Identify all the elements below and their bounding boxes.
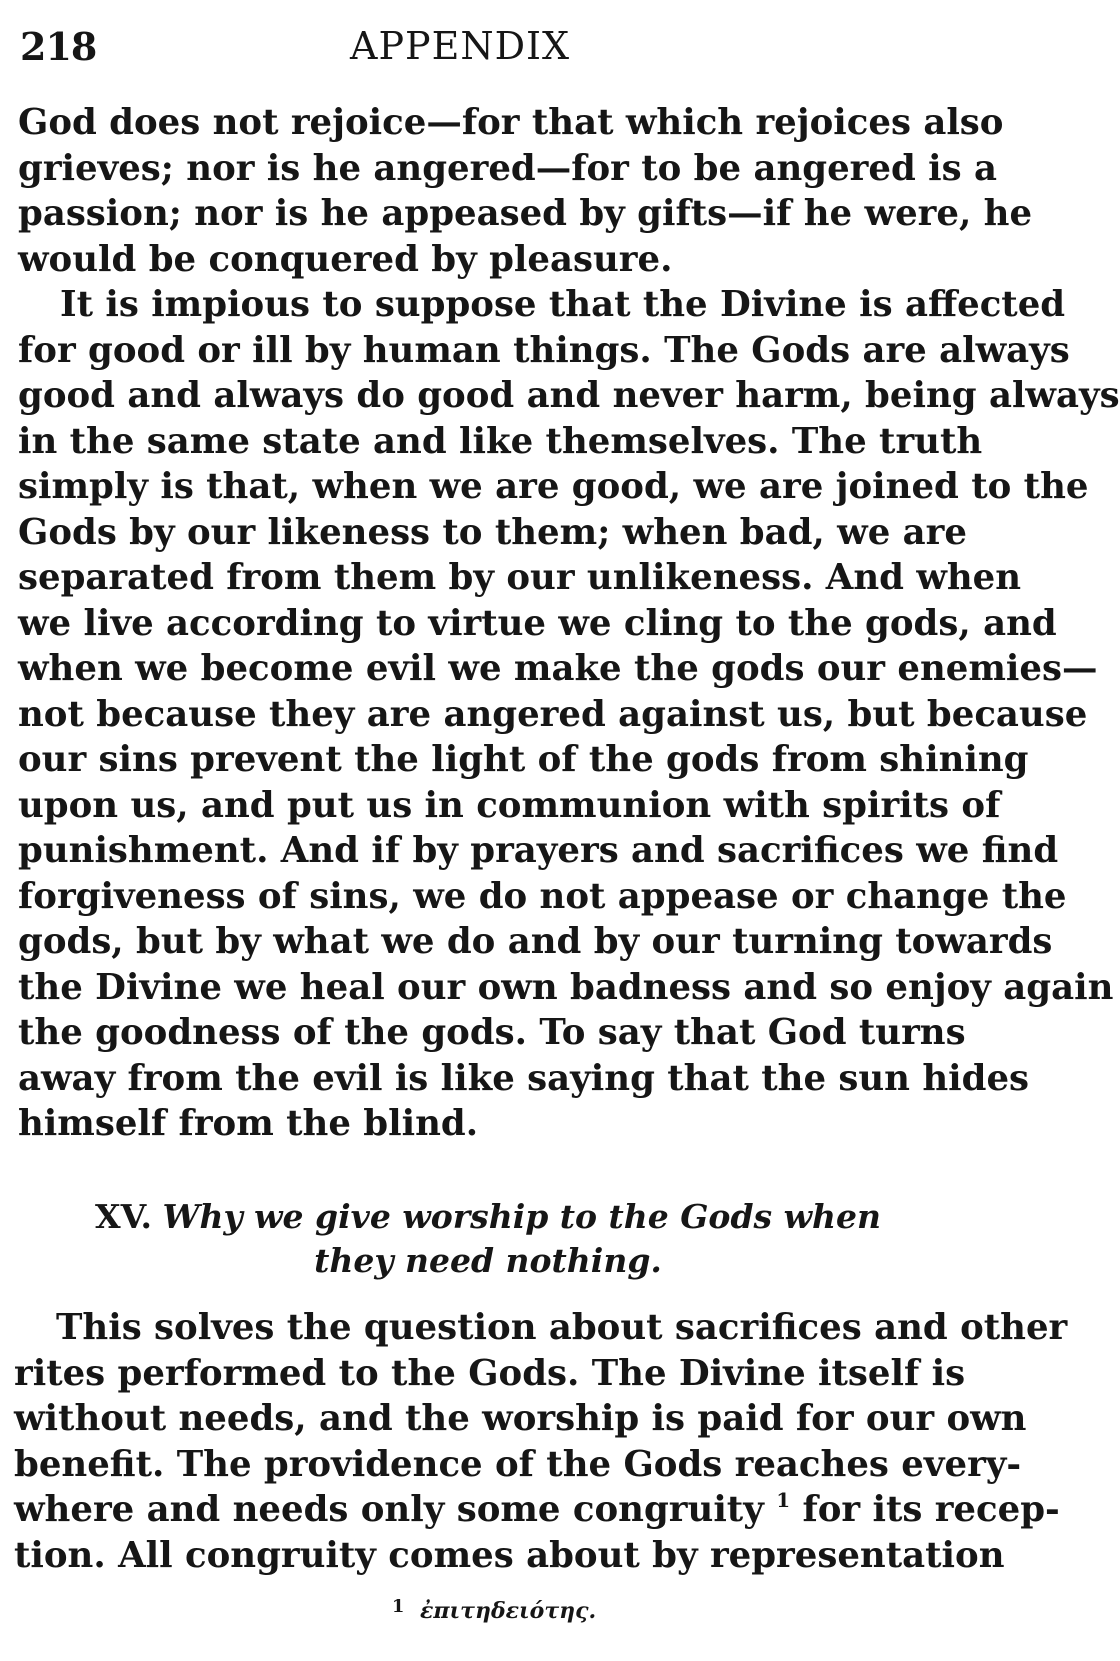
text-line: benefit. The providence of the Gods reaches every- xyxy=(14,1443,1022,1485)
text-line: God does not rejoice—for that which rejoices also xyxy=(18,102,1004,143)
footnote-text: ἐπιτηδειότης. xyxy=(420,1598,597,1624)
text-line: tion. All congruity comes about by representation xyxy=(14,1534,1005,1576)
text-line: rites performed to the Gods. The Divine itself is xyxy=(14,1352,966,1394)
text-line: passion; nor is he appeased by gifts—if he were, he xyxy=(18,193,1033,234)
text-line: forgiveness of sins, we do not appease or change the xyxy=(18,875,1067,917)
running-title: APPENDIX xyxy=(350,24,571,68)
text-line: in the same state and like themselves. The truth xyxy=(18,420,983,462)
text-line: This solves the question about sacrifices and other xyxy=(56,1307,1068,1348)
text-line: without needs, and the worship is paid for our own xyxy=(14,1398,1027,1439)
text-line: gods, but by what we do and by our turning towards xyxy=(18,921,1053,962)
text-line: our sins prevent the light of the gods from shining xyxy=(18,739,1029,780)
line-text-before-ref: where and needs only some congruity xyxy=(14,1489,764,1530)
line-text-after-ref: for its recep- xyxy=(802,1489,1060,1530)
running-head xyxy=(20,20,970,80)
text-line: the goodness of the gods. To say that God turns xyxy=(18,1012,966,1053)
text-line: away from the evil is like saying that the sun hides xyxy=(18,1057,1030,1099)
text-line: would be conquered by pleasure. xyxy=(18,238,673,280)
section-numeral: XV. xyxy=(95,1197,152,1236)
footnote-reference: 1 xyxy=(776,1488,791,1512)
text-line-with-footnote-ref xyxy=(14,1487,1060,1533)
text-line: upon us, and put us in communion with spirits of xyxy=(18,784,1001,826)
text-line: when we become evil we make the gods our enemies— xyxy=(18,648,1098,689)
text-line: himself from the blind. xyxy=(18,1103,479,1144)
text-line: good and always do good and never harm, being always xyxy=(18,375,1120,416)
text-line: punishment. And if by prayers and sacrifices we find xyxy=(18,830,1059,871)
text-line: separated from them by our unlikeness. And when xyxy=(18,557,1022,598)
paragraphs-block-1 xyxy=(18,100,1120,1147)
text-line: simply is that, when we are good, we are joined to the xyxy=(18,466,1089,507)
section-title-line-1: Why we give worship to the Gods when xyxy=(162,1197,881,1236)
text-line: the Divine we heal our own badness and so enjoy again xyxy=(18,966,1114,1008)
footnote-mark: 1 xyxy=(391,1596,405,1617)
footnote xyxy=(0,1598,988,1624)
page-number: 218 xyxy=(20,24,97,69)
text-line: It is impious to suppose that the Divine is affected xyxy=(60,284,1066,325)
text-line: Gods by our likeness to them; when bad, we are xyxy=(18,511,967,553)
section-heading xyxy=(18,1195,958,1283)
paragraphs-block-2 xyxy=(14,1305,1068,1578)
text-line: grieves; nor is he angered—for to be angered is a xyxy=(18,147,997,189)
section-title-line-2: they need nothing. xyxy=(314,1241,662,1280)
text-line: we live according to virtue we cling to the gods, and xyxy=(18,602,1057,644)
text-line: not because they are angered against us, but because xyxy=(18,693,1088,735)
text-line: for good or ill by human things. The Gods are always xyxy=(18,329,1070,371)
